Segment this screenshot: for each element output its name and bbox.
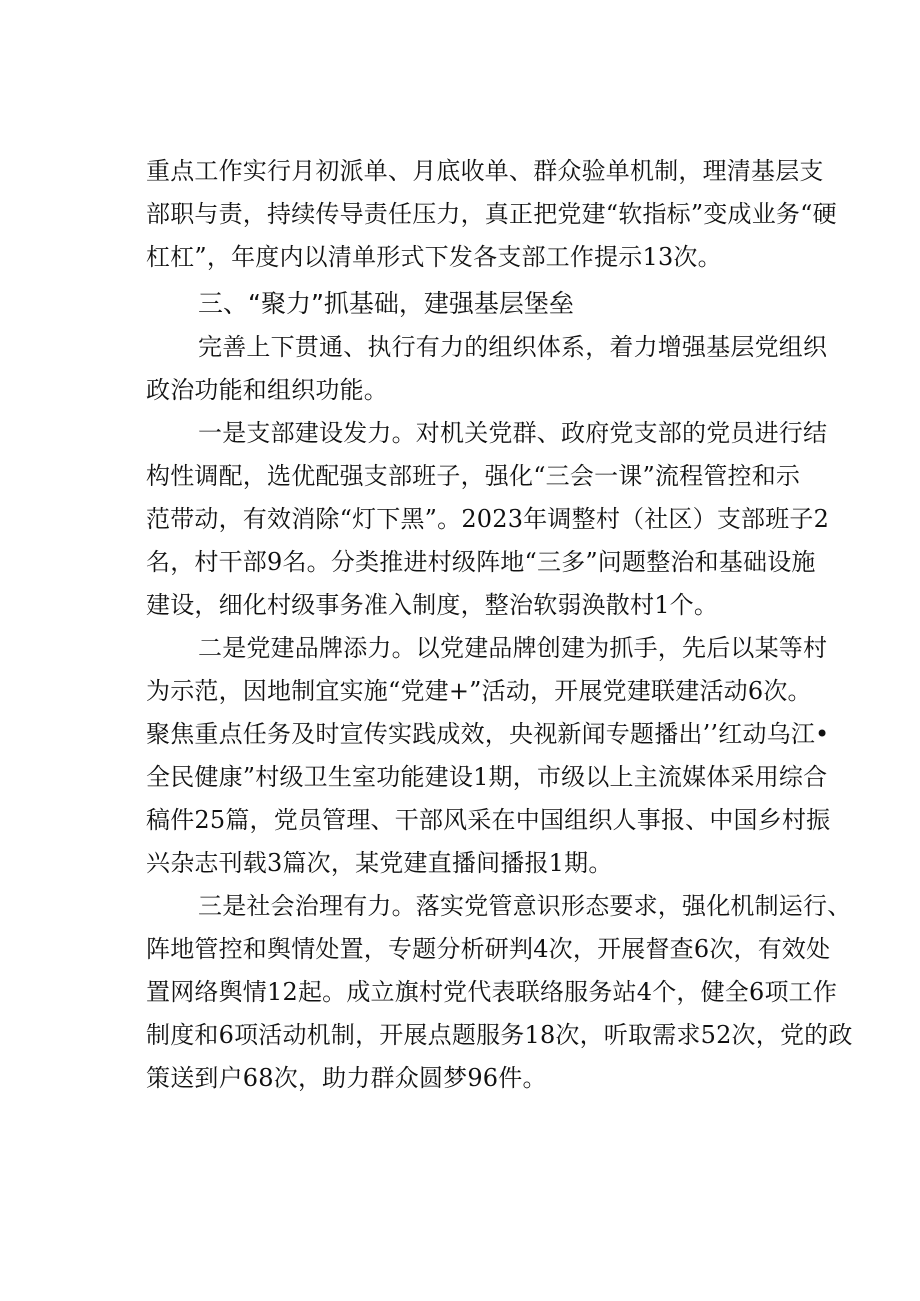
- paragraph-line: 杠杠”，年度内以清单形式下发各支部工作提示13次。: [146, 243, 722, 271]
- paragraph-line: 范带动，有效消除“灯下黑”。2023年调整村（社区）支部班子2: [146, 505, 830, 533]
- paragraph-line: 政治功能和组织功能。: [146, 376, 388, 404]
- document-page: [146, 150, 853, 1100]
- section-intro-paragraph: [146, 326, 828, 412]
- section-heading: 三、“聚力”抓基础，建强基层堡垒: [198, 289, 574, 318]
- paragraph-line: 为示范，因地制宜实施“党建+”活动，开展党建联建活动6次。: [146, 677, 812, 705]
- paragraph-line: 置网络舆情12起。成立旗村党代表联络服务站4个，健全6项工作: [146, 978, 838, 1006]
- paragraph-line: 构性调配，选优配强支部班子，强化“三会一课”流程管控和示: [146, 462, 801, 490]
- item-branch-construction-paragraph: [146, 412, 830, 627]
- paragraph-line: 二是党建品牌添力。以党建品牌创建为抓手，先后以某等村: [198, 634, 828, 662]
- intro-paragraph: [146, 150, 837, 279]
- paragraph-line: 策送到户68次，助力群众圆梦96件。: [146, 1064, 547, 1092]
- paragraph-line: 完善上下贯通、执行有力的组织体系，着力增强基层党组织: [198, 333, 828, 361]
- paragraph-line: 制度和6项活动机制，开展点题服务18次，听取需求52次，党的政: [146, 1021, 853, 1049]
- paragraph-line: 聚焦重点任务及时宣传实践成效，央视新闻专题播出’’红动乌江•: [146, 720, 830, 748]
- paragraph-line: 建设，细化村级事务准入制度，整治软弱涣散村1个。: [146, 591, 719, 619]
- paragraph-line: 全民健康”村级卫生室功能建设1期，市级以上主流媒体采用综合: [146, 763, 828, 791]
- paragraph-line: 兴杂志刊载3篇次，某党建直播间播报1期。: [146, 849, 613, 877]
- item-social-governance-paragraph: [146, 885, 853, 1100]
- paragraph-line: 部职与责，持续传导责任压力，真正把党建“软指标”变成业务“硬: [146, 200, 837, 228]
- paragraph-line: 稿件25篇，党员管理、干部风采在中国组织人事报、中国乡村振: [146, 806, 831, 834]
- paragraph-line: 阵地管控和舆情处置，专题分析研判4次，开展督查6次，有效处: [146, 935, 831, 963]
- paragraph-line: 名，村干部9名。分类推进村级阵地“三多”问题整治和基础设施: [146, 548, 816, 576]
- paragraph-line: 三是社会治理有力。落实党管意识形态要求，强化机制运行、: [198, 892, 852, 920]
- item-party-brand-paragraph: [146, 627, 831, 885]
- paragraph-line: 一是支部建设发力。对机关党群、政府党支部的党员进行结: [198, 419, 828, 447]
- paragraph-line: 重点工作实行月初派单、月底收单、群众验单机制，理清基层支: [146, 157, 824, 185]
